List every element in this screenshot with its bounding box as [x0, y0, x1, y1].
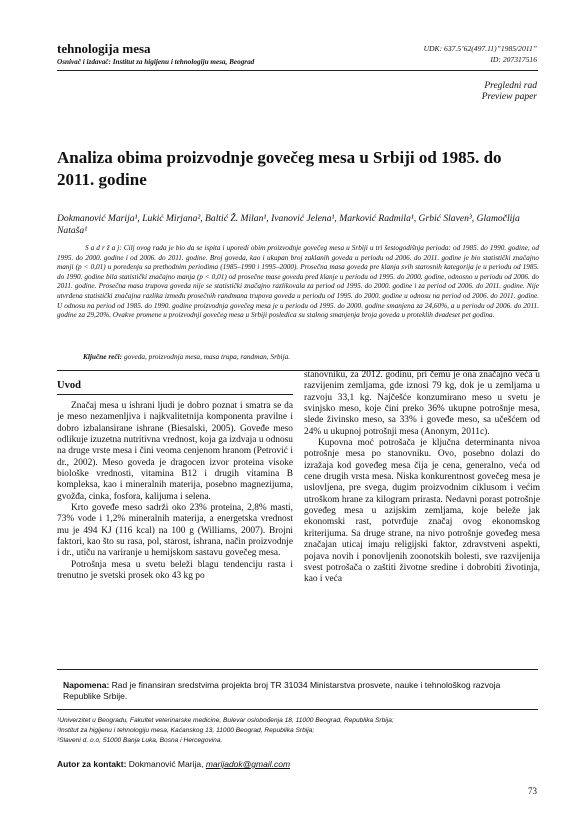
- contact-line: [57, 759, 290, 769]
- abstract-text: S a d r ž a j: Cilj ovog rada je bio da se ispita i uporedi obim proizvodnje govečeg mesa u Srbiji u tri šestogodišnja perioda: od 1985. do 1990. godine, od 1995. do 2000. godine i od 2006. do 2011. godine. Broj goveda, kao i ukupan broj zaklanih goveda u periodu od 2006. do 2011. godine je bio statistički značajno manji (p < 0,01) u poređenju sa prethodnim periodima (1985–1990 i 1995–2000). Prosečna masa goveda pre klanja svih starosnih kategorija je u periodu od 1985. do 1990. godine bila statistički značajno manja (p < 0,01) od prosečne mase goveda pred klanje u periodu od 1995. do 2000. godine, odnosno u periodu od 2006. do 2011. godine. Prosečna masa trupova goveda nije se statistički značajno razlikovala za period od 1995. do 2000. godine i za period od 2006. do 2011. godine. Nije utvrđena statistički značajna razlika između prosečnih randmana trupova goveda u periodu od 1995. do 2000. godine u odnosu na period od 2006. do 2011. godine. U odnosu na period od 1985. do 1990. godine proizvodnja govečeg mesa je u periodu od 1995. do 2000. godine smanjena za 24,60%, a u periodu od 2006. do 2011. godine za 29,20%. Ovakve promene u proizvodnji govečeg mesa u Srbiji posledica su stalnog smanjenja broja goveda u proteklih dvadeset pet godina.: [57, 244, 539, 320]
- funding-note: [57, 669, 538, 710]
- section-rule: [57, 394, 293, 395]
- publisher-line: Osnivač i izdavač: Institut za higijenu i tehnologiju mesa, Beograd: [57, 58, 255, 66]
- keywords-label: Ključne reči:: [83, 352, 123, 361]
- udk-block: [337, 44, 537, 65]
- paper-title: Analiza obima proizvodnje govečeg mesa u Srbiji od 1985. do 2011. godine: [57, 148, 502, 189]
- abstract: [57, 244, 539, 321]
- note-label: Napomena:: [63, 680, 110, 690]
- section-heading: Uvod: [57, 380, 81, 391]
- paper-type-sr: Pregledni rad: [484, 81, 537, 91]
- affiliation: ²Institut za higijenu i tehnologiju mesa, Kaćanskog 13, 11000 Beograd, Republika Srbija;: [57, 726, 315, 734]
- header-rule: [57, 70, 538, 71]
- keywords-text: goveda, proizvodnja mesa, masa trupa, randman, Srbija.: [123, 352, 291, 361]
- paragraph: Značaj mesa u ishrani ljudi je dobro poznat i smatra se da je meso nezamenljiva i najkvalitetnija komponenta pravilne i dobro izbalansirane ishrane (Biesalski, 2005). Goveđe meso odlikuje izuzetna nutritivna vrednost, koja ga izdvaja u odnosu na druge vrste mesa i čini veoma cenjenom hranom (Petrović i dr., 2002). Meso goveda je dragocen izvor proteina visoke biološke vrednosti, vitamina B12 i drugih vitamina B kompleksa, kao i mineralnih materija, posebno magnezijuma, gvožđa, cinka, fosfora, kalijuma i selena.: [57, 401, 293, 502]
- contact-email[interactable]: marijadok@gmail.com: [205, 759, 291, 769]
- author-list: Dokmanović Marija¹, Lukić Mirjana², Baltić Ž. Milan¹, Ivanović Jelena¹, Marković Radmila¹, Grbić Slaven³, Glamočlija Nataša¹: [57, 213, 520, 237]
- article-id: ID: 207317516: [490, 54, 537, 64]
- udk-code: UDK: 637.5’62(497.11)”1985/2011”: [423, 44, 537, 53]
- page-number: 73: [528, 786, 537, 796]
- affiliations: [57, 716, 537, 745]
- left-column: [57, 401, 293, 583]
- affiliation: ³Slaveni d. o.o, 51000 Banja Luka, Bosna i Hercegovina.: [57, 736, 223, 744]
- paper-type: [387, 81, 537, 103]
- paragraph: stanovniku, za 2012. godinu, pri čemu je ona značajno veća u razvijenim zemljama, gde iznosi 79 kg, dok je u zemljama u razvoju 33,1 kg. Najčešće konzumirano meso u svetu je svinjsko meso, koje čini preko 36% ukupne potrošnje mesa, slede živinsko meso, sa 33% i goveđe meso, sa učešćem od 24% u ukupnoj potrošnji mesa (Anonym, 2011c).: [304, 370, 540, 437]
- journal-name: tehnologija mesa: [57, 41, 151, 56]
- note-text: Rad je finansiran sredstvima projekta broj TR 31034 Ministarstva prosvete, nauke i tehnološkog razvoja Republike Srbije.: [63, 680, 501, 702]
- right-column: [304, 370, 540, 586]
- paper-type-en: Preview paper: [481, 92, 537, 102]
- contact-label: Autor za kontakt:: [57, 759, 127, 769]
- affiliation: ¹Univerzitet u Beogradu, Fakultet veterinarske medicine, Bulevar oslobođenja 18, 11000 Beograd, Republika Srbija;: [57, 717, 394, 724]
- paragraph: Krto goveđe meso sadrži oko 23% proteina, 2,8% masti, 73% vode i 1,2% mineralnih materija, a energetska vrednost mu je 494 KJ (116 kcal) na 100 g (Williams, 2007). Brojni faktori, kao što su rasa, pol, starost, ishrana, način proizvodnje i dr., utiču na variranje u hemijskom sastavu govečeg mesa.: [57, 503, 293, 559]
- keywords: [83, 352, 538, 361]
- paragraph: Potrošnja mesa u svetu beleži blagu tendenciju rasta i trenutno je svetski prosek oko 43 kg po: [57, 559, 293, 582]
- contact-name: Dokmanović Marija,: [128, 759, 204, 769]
- paragraph: Kupovna moć potrošača je ključna determinanta nivoa potrošnje mesa po stanovniku. Ovo, posebno dolazi do izražaja kod goveđeg mesa čija je cena, generalno, veća od cene drugih vrsta mesa. Niska konkurentnost govečeg mesa je uslovljena, pre svega, dugim proizvodnim ciklusom i većim utroškom hrane za kilogram prirasta. Nedavni porast potrošnje goveđeg mesa u azijskim zemljama, koje beleže jak ekonomski rast, potvrđuje značaj ovog ekonomskog kriterijuma. Sa druge strane, na nivo potrošnje goveđeg mesa značajan uticaj imaju religijski faktor, zdravstveni aspekti, pojava novih i ponovljenih zoonotskih bolesti, sve razvijenija svest potrošača o zaštiti životne sredine i dobrobiti životinja, kao i veća: [304, 438, 540, 585]
